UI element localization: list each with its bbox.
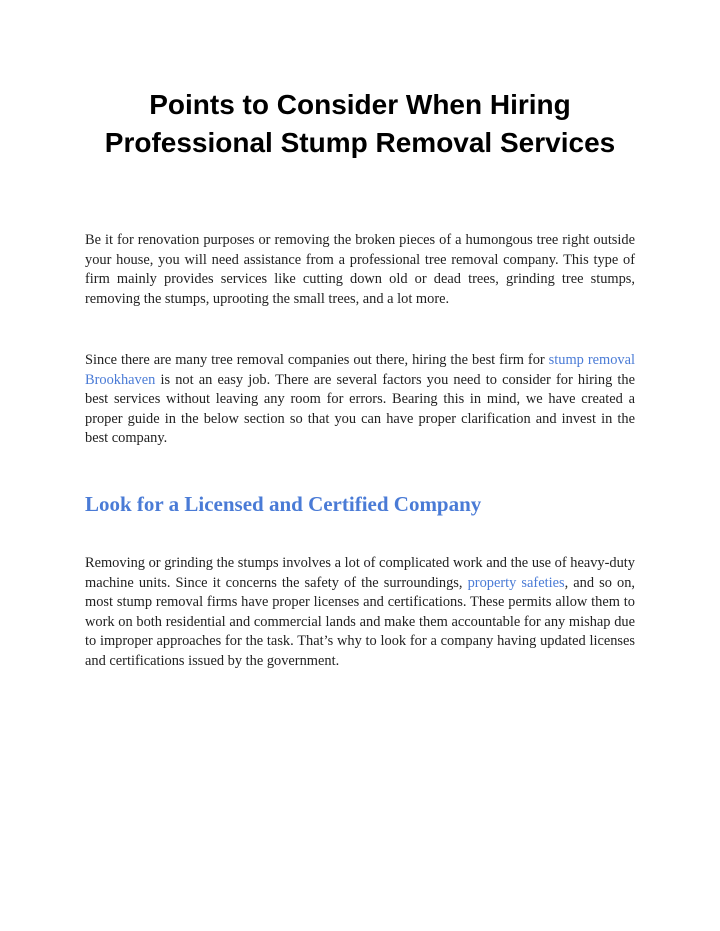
- section-heading: Look for a Licensed and Certified Company: [85, 492, 482, 516]
- paragraph-text: Since there are many tree removal companies out there, hiring the best firm for: [85, 352, 549, 368]
- paragraph-text: , and so on, most stump removal firms have proper licenses and certifications. These permits allow them to work on both residential and commercial lands and make them accountable for any mishap due to improper approaches for the task. That’s why to look for a company having updated licenses and certifications issued by the government.: [85, 574, 636, 669]
- property-safeties-link[interactable]: property safeties: [467, 574, 565, 591]
- third-paragraph: [85, 554, 635, 672]
- stump-removal-brookhaven-link[interactable]: stump removal Brookhaven: [85, 352, 635, 388]
- intro-paragraph: Be it for renovation purposes or removing the broken pieces of a humongous tree right outside your house, you will need assistance from a professional tree removal company. This type of firm mainly provides services like cutting down old or dead trees, grinding tree stumps, removing the stumps, uprooting the small trees, and a lot more.: [85, 232, 635, 307]
- paragraph-text: is not an easy job. There are several factors you need to consider for hiring the best services without leaving any room for errors. Bearing this in mind, we have created a proper guide in the below section so that you can have proper clarification and invest in the best company.: [85, 371, 635, 447]
- page-title: Points to Consider When Hiring Professional Stump Removal Services: [104, 89, 616, 158]
- second-paragraph: [85, 351, 635, 449]
- paragraph-text: Removing or grinding the stumps involves a lot of complicated work and the use of heavy-duty machine units. Since it concerns the safety of the surroundings,: [85, 555, 635, 591]
